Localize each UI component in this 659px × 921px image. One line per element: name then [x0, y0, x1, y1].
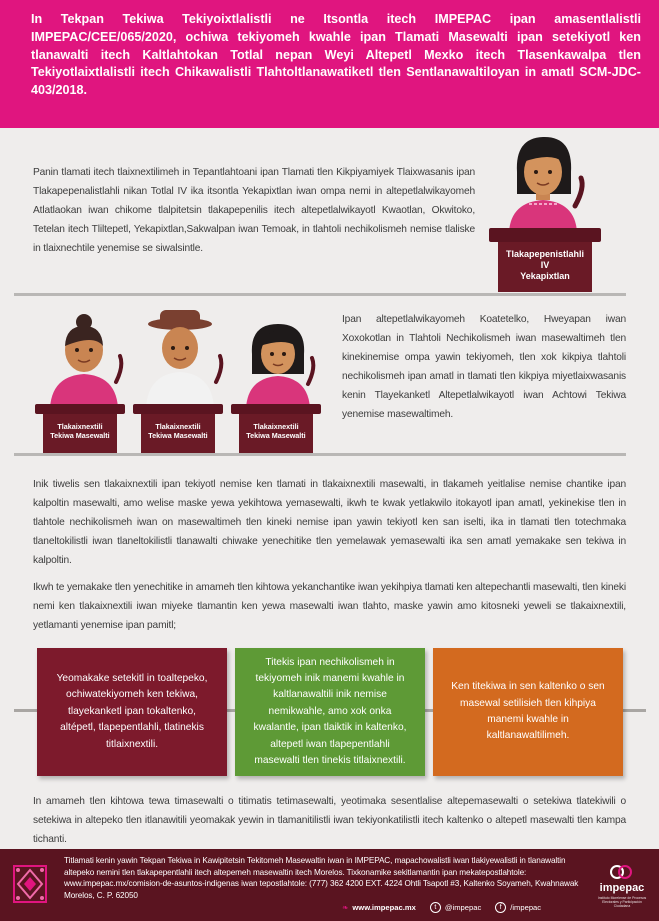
representative-podium: [35, 404, 125, 454]
podium-label-line: Tekiwa Masewalti: [50, 431, 110, 440]
podium-label: [239, 414, 313, 454]
footer-links: [342, 899, 549, 915]
podium-label: [141, 414, 215, 454]
banner-title: In Tekpan Tekiwa Tekiyoixtlalistli ne Itsontla itech IMPEPAC ipan amasentlalistli IMPEPAC/CEE/065/2020, ochiwa tekiyomeh kwahle ipan Tlamati Masewalti ipan setekiyotl ken tlanawalti itech Kaltlahtokan Totlal nepan Weyi Altepetl Mexko itech Tlasenkawalpa tlen Tekiyotlaixtlalistli itech Chikawalistli Tlahtoltlanawatiketl tlen Sentlanawaltiloyan in amatl SCM-JDC-403/2018.: [31, 12, 641, 98]
podium-top: [489, 228, 601, 242]
logo-mark-icon: [610, 862, 632, 882]
paragraph-district: Panin tlamati itech tlaixnextilimeh in Tepantlahtoani ipan Tlamati tlen Kikpiyamiyek Tlaixwasanis ipan Tlakapepenalistlahli nikan Totlal IV ika itsontla Yekapixtlan iwan ompa nemi in altepetlalwikayomeh Atlatlaokan iwan chikome tlalpitetsin tlakapepenilis itech altepetlalwikayotl Kwaotlan, Okwitoko, Tetelan itech Tliltepetl, Yekapixtlan,Sakwalpan iwan Temoak, in tlahtoli nechikolismeh nemise tlaliske in tlaixnechtile yenemise se siwalsintle.: [33, 167, 475, 254]
girl-figure-icon: [240, 320, 320, 408]
representative-podium: [133, 404, 223, 454]
representative-podium: [231, 404, 321, 454]
paragraph-documents: Ikwh te yemakake tlen yenechitike in amameh tlen kihtowa yekanchantike iwan yekihpiya tlamati ken altepechantli masewalti, tlen kineki nemi ken tlakaixnextili iwan miyeke tlamantin ken yewa masewalti iwan tlahto, maske yawin amo kitosneki yeweli se tlakaixnextili, yetlamanti yenemise ipan pamitl;: [33, 582, 626, 631]
footer-info: Titlamati kenin yawin Tekpan Tekiwa in Kawipitetsin Tekitomeh Masewaltin iwan in IMPEPAC, mapachowalistli iwan tlakiyewalistli in tlanawaltin altepeko nemini tlen tlakapepentlahli itech altepemeh masewaltin itech Morelos. Tixkonamike sekitlamantin ipan mekatepostlahtole: www.impepac.mx/comision-de-asuntos-indigenas iwan tepostlahtole: (777) 362 4200 EXT. 4224 Ohtli Tsapotl #3, Kaltenko Soyameh, Kwahnawak Morelos, C. P. 62050: [64, 856, 579, 900]
paragraph-requirements: Inik tiwelis sen tlakaixnextili ipan tekiyotl nemise ken tlamati in tlakaixnextili masewalti, in tlakameh yeitlalise nemise chantike ipan kalpoltin masewalti, amo welise maske yewa yekihtowa yemasewalti, ikwh te kwak yetlakwilo itokayotl ipan amatl, yekinekise tlen in tlahtole nechikolismeh iwan on masewaltimeh tlen kineki nemise ipan yawin tekiyotl ken san iselti, ika in tlamati tlen totechmaka tlaneltokilistli iwan tlaneltokilistli tlanawalti chiwake yenechitike tlen yemelawak yemasewalti ika sen amatl yemakake sen tekiwa in kalpoltin.: [33, 479, 626, 566]
criteria-box: [433, 648, 623, 776]
podium-top: [35, 404, 125, 414]
criteria-box-text: Yeomakake setekitl in toaltepeko, ochiwatekiyomeh ken tekiwa, tlayekanketl ipan tokaltenko, altépetl, tlapepentlahli, tlatinekis titlaixnextili.: [56, 672, 208, 750]
divider: [14, 293, 626, 296]
podium-label-line: IV: [540, 260, 550, 270]
podium-label-line: Tlakaixnextili: [57, 422, 103, 431]
web-icon: ❧: [342, 902, 349, 912]
podium-label: [498, 242, 592, 292]
podium-label-line: Tekiwa Masewalti: [148, 431, 208, 440]
podium-label-line: Tlakapepenistlahli: [505, 249, 585, 259]
logo-text: impepac: [599, 882, 645, 894]
district-podium: [489, 228, 601, 292]
facebook-text: /impepac: [510, 902, 542, 912]
podium-label-line: Yekapixtlan: [520, 271, 570, 281]
impepac-logo: [592, 860, 652, 914]
paragraph-closing: In amameh tlen kihtowa tewa timasewalti o titimatis tetimasewalti, yeotimaka sesentlalise altepemasewalti o setekiwa tlatekiwili o setekiwa in altepeko tlen itlanawitili yeomakak yewin in tlamanitilistli iwan tekiyonkatilistli itech kaltenko o altepetl masewalti tlen kampa tichanti.: [33, 796, 626, 845]
podium-label-line: Tekiwa Masewalti: [246, 431, 306, 440]
twitter-link[interactable]: [430, 902, 481, 913]
facebook-link[interactable]: [495, 902, 541, 913]
woman-bun-figure-icon: [46, 312, 126, 408]
podium-label-line: Tlakaixnextili: [253, 422, 299, 431]
twitter-text: @impepac: [444, 902, 482, 912]
divider: [14, 453, 626, 456]
podium-top: [231, 404, 321, 414]
criteria-box: [37, 648, 227, 776]
logo-subtext: Instituto Morelense de Procesos Electorales y Participación Ciudadana: [597, 896, 647, 908]
podium-label: [43, 414, 117, 454]
podium-label-line: Tlakaixnextili: [155, 422, 201, 431]
woman-figure-icon: [503, 132, 593, 232]
header-banner: [0, 0, 659, 128]
criteria-box-text: Titekis ipan nechikolismeh in tekiyomeh inik manemi kwahle in kaltlanawaltili inik nemise nemikwahle, amo xok onka kwalantle, ipan tlaiktik in kaltenko, altepetl iwan tlapepentlahli masewalti tlen tinekis titlaixnextili.: [253, 656, 407, 767]
website-link[interactable]: [342, 903, 416, 912]
facebook-icon: f: [495, 902, 506, 913]
criteria-box: [235, 648, 425, 776]
criteria-box-text: Ken titekiwa in sen kaltenko o sen masewal setilisieh tlen kihpiya manemi kwahle in kaltlanawaltilimeh.: [451, 681, 605, 742]
website-text: www.impepac.mx: [352, 902, 416, 912]
twitter-icon: t: [430, 902, 441, 913]
paragraph-municipalities: Ipan altepetlalwikayomeh Koatetelko, Hweyapan iwan Xoxokotlan in Tlahtoli Nechikolismeh iwan masewaltimeh tlen kinekinemise ompa yawin tekiyomeh, tlen xok kikpiya tlahtoli nechikolismeh ipan amatl in tlamati tlen kikpiya miyetlaixwasanis kenin Tlayekanketl Altepetlalwikayotl iwan Achtowi Tekiwa yenemise masewaltimeh.: [342, 314, 626, 420]
man-hat-figure-icon: [142, 306, 226, 408]
podium-top: [133, 404, 223, 414]
embroidery-pattern-icon: [10, 862, 50, 906]
